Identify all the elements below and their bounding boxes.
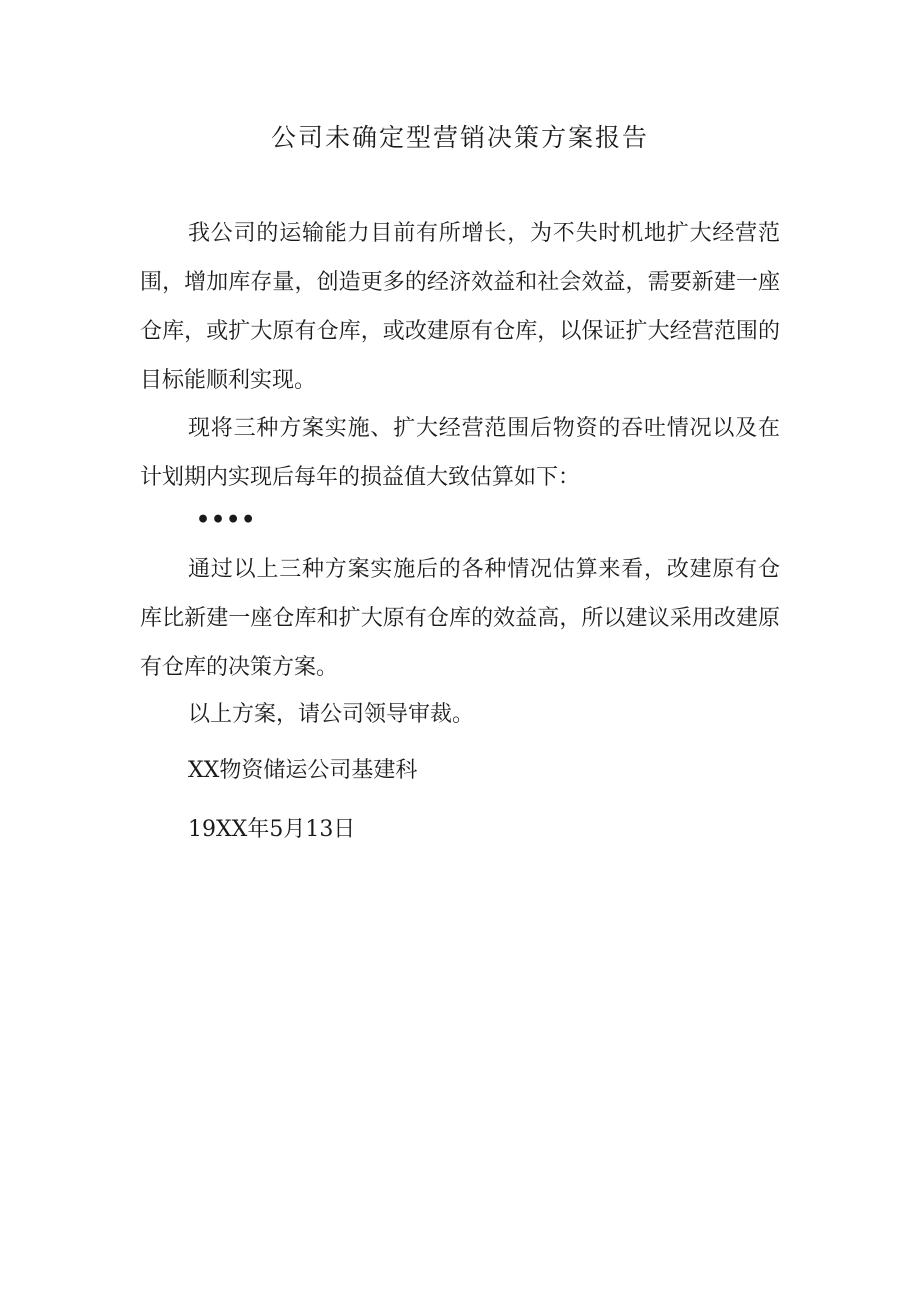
omission-dots: •••• <box>196 507 257 533</box>
document-title: 公司未确定型营销决策方案报告 <box>270 123 649 152</box>
signature-line: XX物资储运公司基建科 <box>188 758 418 783</box>
paragraph-request: 以上方案，请公司领导审裁。 <box>188 702 475 727</box>
paragraph-estimation: 现将三种方案实施、扩大经营范围后物资的吞吐情况以及在计划期内实现后每年的损益值大致估算如下： <box>140 416 780 490</box>
date-line: 19XX年5月13日 <box>188 817 356 842</box>
paragraph-intro: 我公司的运输能力目前有所增长，为不失时机地扩大经营范围，增加库存量，创造更多的经济效益和社会效益，需要新建一座仓库，或扩大原有仓库，或改建原有仓库，以保证扩大经营范围的目标能顺利实现。 <box>140 221 780 393</box>
paragraph-conclusion: 通过以上三种方案实施后的各种情况估算来看，改建原有仓库比新建一座仓库和扩大原有仓库的效益高，所以建议采用改建原有仓库的决策方案。 <box>140 557 780 680</box>
